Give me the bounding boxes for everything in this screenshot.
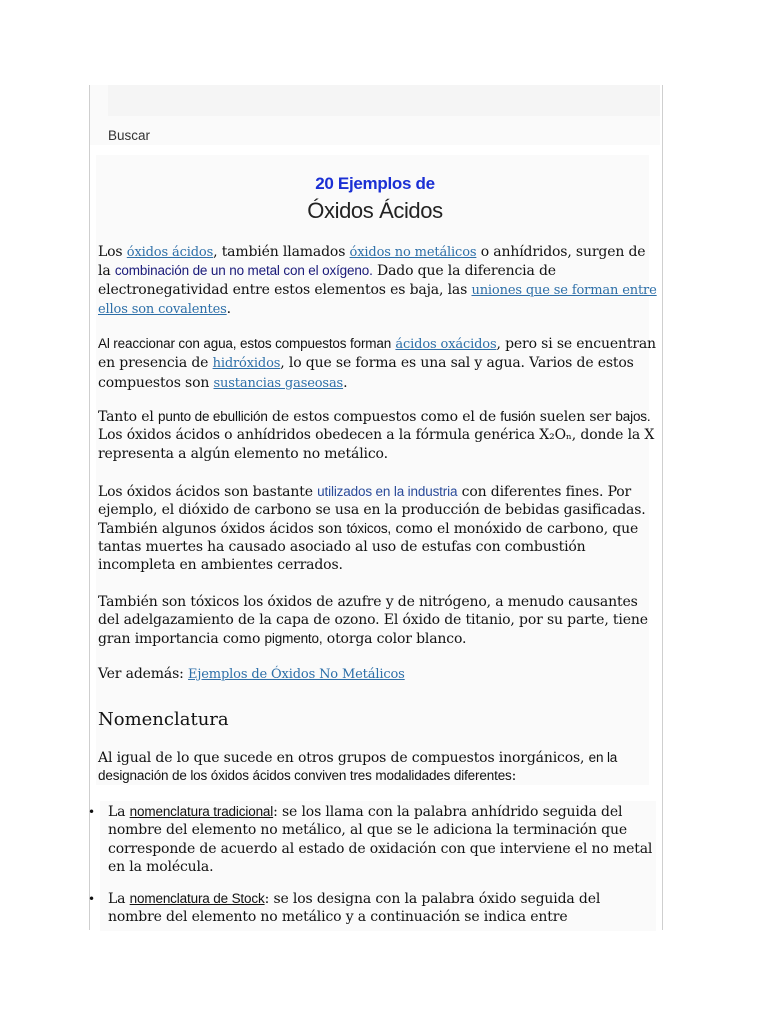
p7-text-2: : — [511, 768, 517, 785]
p3-text-1: Tanto el — [98, 409, 158, 425]
paragraph-industria — [98, 483, 658, 574]
p1-text-4: Dado que la diferencia de electronegatividad entre estos elementos es baja, las — [98, 263, 556, 298]
p6-text-1: Ver además: — [98, 666, 189, 682]
article-title-line1: 20 Ejemplos de — [315, 174, 435, 193]
bullet: • — [88, 805, 95, 819]
li2-text-2: : se los designa con la palabra óxido seguida del nombre del elemento no metálico y a continuación se indica entre — [108, 891, 601, 926]
p4-text-1: Los óxidos ácidos son bastante — [98, 484, 318, 500]
document-page — [89, 85, 663, 930]
paragraph-reaccion — [98, 335, 658, 393]
p2-text-4: . — [343, 374, 348, 391]
link-oxidos-no-metalicos-2[interactable]: Ejemplos de Óxidos No Metálicos — [188, 667, 405, 682]
li2-text-1: La — [108, 891, 130, 907]
li1-text-2: : se los llama con la palabra anhídrido seguida del nombre del elemento no metálico, al que se le adiciona la terminación que corresponde de acuerdo al estado de oxidación con que interviene el no metal en la molécula. — [108, 804, 653, 875]
p1-highlight: combinación de un no metal con el oxígeno. — [114, 263, 373, 279]
p5-text-1: También son tóxicos los óxidos de azufre y de nitrógeno, a menudo causantes del adelgazamiento de la capa de ozono. El óxido de titanio, por su parte, tiene gran importancia como — [98, 594, 648, 647]
p7-bold: en la designación de los óxidos ácidos conviven tres modalidades diferentes — [98, 750, 618, 784]
p1-text-3: o anhídridos, surgen de la — [98, 244, 646, 280]
paragraph-toxicos — [98, 593, 658, 648]
link-oxidos-acidos[interactable]: óxidos ácidos — [126, 245, 214, 260]
link-oxidos-no-metalicos[interactable]: óxidos no metálicos — [349, 245, 477, 260]
section-heading: Nomenclatura — [98, 709, 229, 730]
li1-text-1: La — [108, 804, 130, 820]
p1-text-1: Los — [98, 244, 127, 260]
link-uniones-covalentes[interactable]: uniones que se forman entre ellos son covalentes — [98, 282, 657, 317]
p2-text-2: , pero si se encuentran en presencia de — [98, 336, 656, 372]
link-hidroxidos[interactable]: hidróxidos — [212, 356, 281, 372]
p1-text-2: , también llamados — [213, 244, 350, 260]
search-label[interactable]: Buscar — [108, 128, 151, 143]
p2-text-3: , lo que se forma es una sal y agua. Varios de estos compuestos son — [98, 355, 634, 391]
p3-text-4: Los óxidos ácidos o anhídridos obedecen a la fórmula genérica X₂Oₙ, donde la X representa a algún elemento no metálico. — [98, 427, 655, 462]
p7-text-1: Al igual de lo que sucede en otros grupos de compuestos inorgánicos, — [98, 750, 589, 766]
li2-term: nomenclatura de Stock — [129, 891, 265, 906]
paragraph-ver-ademas — [98, 665, 658, 684]
p4-text-3: como el monóxido de carbono, que tantas muertes ha causado asociado al uso de estufas con combustión incompleta en ambientes cerrados. — [98, 520, 639, 574]
p3-bold-1: punto de ebullición — [157, 409, 268, 424]
p4-bold: tóxicos, — [346, 520, 392, 536]
bullet: • — [88, 892, 95, 906]
p1-text-5: . — [226, 300, 231, 317]
p3-bold-2: fusión — [500, 409, 536, 424]
p3-text-3: suelen ser — [535, 409, 616, 425]
article-title-line2: Óxidos Ácidos — [307, 198, 443, 223]
link-sustancias-gaseosas[interactable]: sustancias gaseosas — [213, 375, 344, 391]
paragraph-intro — [98, 243, 658, 319]
li1-term: nomenclatura tradicional — [129, 804, 274, 819]
p4-highlight: utilizados en la industria — [317, 484, 458, 499]
paragraph-nomenclatura — [98, 749, 658, 786]
p5-bold: pigmento, — [264, 630, 323, 646]
p5-text-2: otorga color blanco. — [322, 630, 467, 647]
search-bar[interactable] — [108, 85, 660, 116]
link-acidos-oxacidos[interactable]: ácidos oxácidos — [395, 337, 497, 352]
paragraph-ebullicion — [98, 408, 658, 463]
list-item-tradicional — [88, 803, 653, 876]
p4-text-2: con diferentes fines. Por ejemplo, el dióxido de carbono se usa en la producción de bebidas gasificadas. También algunos óxidos ácidos son — [98, 484, 646, 537]
p3-bold-3: bajos. — [615, 409, 651, 424]
p2-bold: Al reaccionar con agua, estos compuestos forman — [98, 336, 392, 351]
p3-text-2: de estos compuestos como el de — [267, 409, 501, 425]
list-item-stock — [88, 890, 653, 927]
